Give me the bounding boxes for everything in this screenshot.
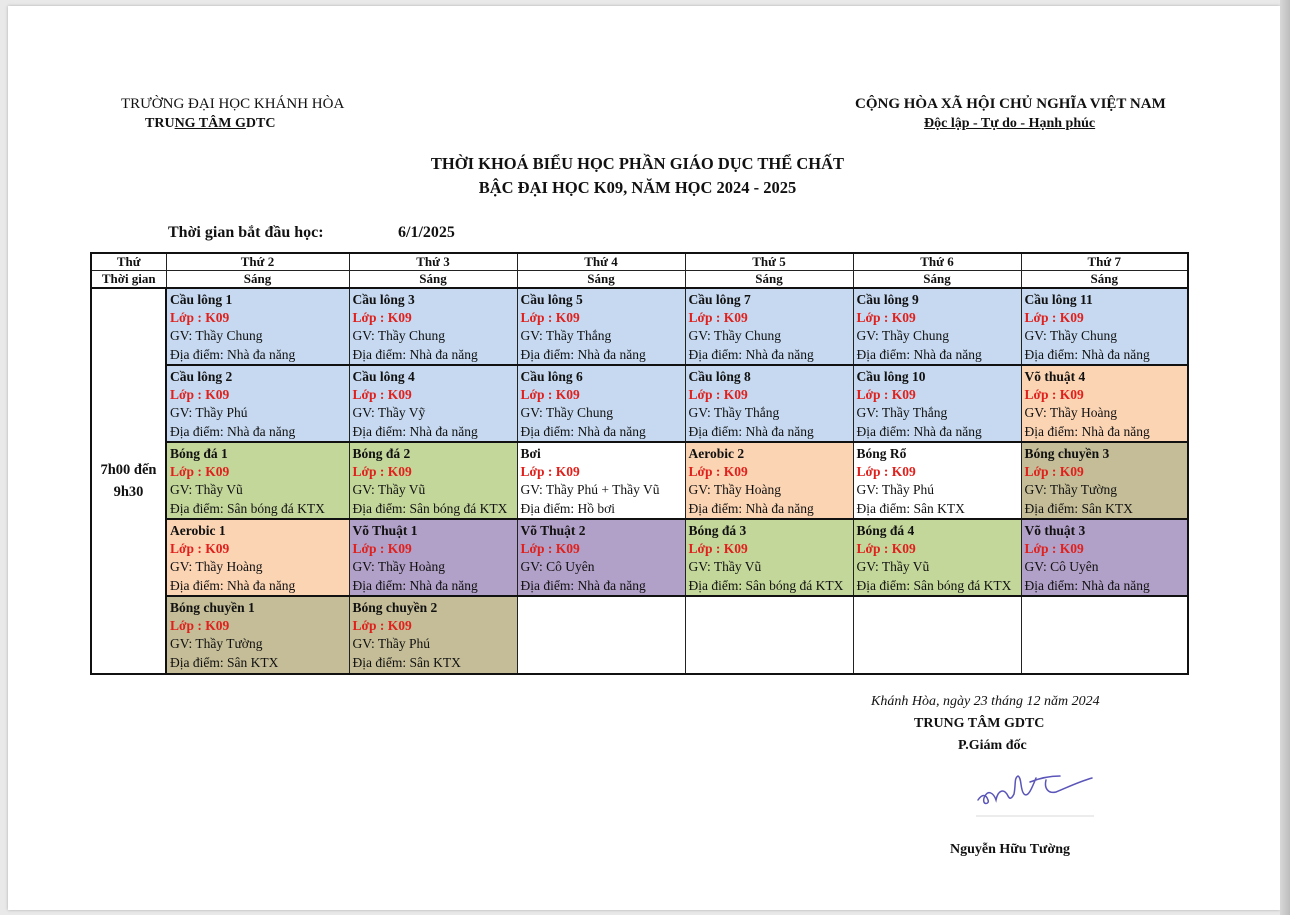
class-cell — [517, 519, 685, 596]
national-header — [855, 96, 1166, 131]
teacher-name: GV: Thầy Thắng — [856, 405, 948, 421]
class-cell — [1021, 442, 1188, 519]
class-name: Cầu lông 6 — [520, 369, 583, 384]
teacher-name: GV: Thầy Chung — [688, 328, 781, 344]
class-name: Võ Thuật 1 — [352, 523, 418, 538]
class-code: Lớp : K09 — [688, 387, 748, 403]
session-header: Sáng — [517, 271, 685, 289]
teacher-name: GV: Thầy Thắng — [688, 405, 780, 421]
class-name: Cầu lông 3 — [352, 292, 415, 307]
class-code: Lớp : K09 — [520, 541, 580, 557]
teacher-name: GV: Thầy Phú — [856, 482, 934, 498]
session-header: Sáng — [349, 271, 517, 289]
class-location: Địa điểm: Nhà đa năng — [520, 423, 646, 439]
teacher-name: GV: Thầy Tường — [1024, 482, 1117, 498]
teacher-name: GV: Thầy Vũ — [352, 482, 426, 498]
class-location: Địa điểm: Nhà đa năng — [352, 577, 478, 593]
class-name: Aerobic 2 — [688, 446, 745, 461]
timetable — [90, 252, 1189, 675]
class-location: Địa điểm: Sân KTX — [352, 654, 461, 670]
class-cell — [1021, 288, 1188, 365]
class-name: Bóng chuyền 2 — [352, 600, 438, 615]
class-cell — [685, 442, 853, 519]
class-code: Lớp : K09 — [1024, 387, 1084, 403]
class-location: Địa điểm: Hồ bơi — [520, 500, 615, 516]
teacher-name: GV: Cô Uyên — [1024, 559, 1099, 575]
class-cell — [517, 288, 685, 365]
class-cell — [349, 288, 517, 365]
class-cell — [349, 442, 517, 519]
class-code: Lớp : K09 — [352, 618, 412, 634]
day-header: Thứ 5 — [685, 253, 853, 271]
teacher-name: GV: Thầy Hoàng — [170, 559, 263, 575]
center-name: TRUNG TÂM GDTC — [145, 116, 276, 131]
time-slot-start: 7h00 đến — [100, 462, 157, 478]
class-location: Địa điểm: Sân bóng đá KTX — [688, 577, 844, 593]
class-name: Cầu lông 2 — [170, 369, 233, 384]
teacher-name: GV: Thầy Vũ — [170, 482, 243, 498]
class-code: Lớp : K09 — [352, 541, 412, 557]
teacher-name: GV: Thầy Phú — [170, 405, 248, 421]
class-location: Địa điểm: Sân KTX — [856, 500, 965, 516]
day-header: Thứ 4 — [517, 253, 685, 271]
time-slot-end: 9h30 — [113, 484, 144, 500]
start-date-label: Thời gian bắt đầu học: — [168, 224, 324, 241]
class-name: Cầu lông 8 — [688, 369, 751, 384]
school-header — [121, 96, 345, 131]
class-location: Địa điểm: Sân KTX — [1024, 500, 1133, 516]
day-header: Thứ 2 — [166, 253, 349, 271]
class-code: Lớp : K09 — [688, 464, 748, 480]
signing-date: Khánh Hòa, ngày 23 tháng 12 năm 2024 — [871, 694, 1100, 709]
class-code: Lớp : K09 — [856, 464, 916, 480]
class-code: Lớp : K09 — [688, 541, 748, 557]
signing-org: TRUNG TÂM GDTC — [914, 716, 1045, 731]
document-subtitle: BẬC ĐẠI HỌC K09, NĂM HỌC 2024 - 2025 — [478, 178, 797, 197]
class-location: Địa điểm: Sân bóng đá KTX — [170, 500, 325, 516]
class-location: Địa điểm: Nhà đa năng — [1024, 577, 1150, 593]
class-name: Cầu lông 11 — [1024, 292, 1093, 307]
class-cell — [166, 596, 349, 674]
class-code: Lớp : K09 — [520, 464, 580, 480]
class-cell — [166, 519, 349, 596]
signature-image — [970, 764, 1100, 824]
session-header: Sáng — [685, 271, 853, 289]
class-cell — [685, 365, 853, 442]
class-code: Lớp : K09 — [170, 464, 230, 480]
class-name: Cầu lông 5 — [520, 292, 583, 307]
teacher-name: GV: Thầy Tường — [170, 636, 263, 652]
class-location: Địa điểm: Nhà đa năng — [1024, 423, 1150, 439]
class-location: Địa điểm: Nhà đa năng — [520, 346, 646, 362]
teacher-name: GV: Thầy Vũ — [688, 559, 762, 575]
class-name: Cầu lông 7 — [688, 292, 751, 307]
national-name: CỘNG HÒA XÃ HỘI CHỦ NGHĨA VIỆT NAM — [855, 96, 1166, 112]
class-name: Bóng chuyền 3 — [1024, 446, 1110, 461]
class-code: Lớp : K09 — [1024, 464, 1084, 480]
class-code: Lớp : K09 — [856, 387, 916, 403]
class-location: Địa điểm: Nhà đa năng — [352, 423, 478, 439]
class-cell — [349, 519, 517, 596]
teacher-name: GV: Thầy Chung — [520, 405, 613, 421]
class-name: Cầu lông 4 — [352, 369, 415, 384]
class-cell — [1021, 519, 1188, 596]
class-location: Địa điểm: Nhà đa năng — [520, 577, 646, 593]
class-name: Bơi — [520, 446, 541, 461]
class-code: Lớp : K09 — [170, 387, 230, 403]
teacher-name: GV: Thầy Hoàng — [352, 559, 445, 575]
class-code: Lớp : K09 — [352, 310, 412, 326]
class-code: Lớp : K09 — [688, 310, 748, 326]
class-name: Cầu lông 9 — [856, 292, 919, 307]
day-header: Thứ 7 — [1021, 253, 1188, 271]
class-code: Lớp : K09 — [170, 310, 230, 326]
signer-role: P.Giám đốc — [958, 738, 1027, 753]
class-location: Địa điểm: Nhà đa năng — [170, 346, 296, 362]
class-cell — [853, 519, 1021, 596]
class-cell — [685, 519, 853, 596]
class-location: Địa điểm: Nhà đa năng — [856, 423, 982, 439]
class-code: Lớp : K09 — [856, 541, 916, 557]
class-location: Địa điểm: Nhà đa năng — [170, 423, 296, 439]
empty-cell — [853, 596, 1021, 674]
teacher-name: GV: Thầy Phú + Thầy Vũ — [520, 482, 660, 498]
teacher-name: GV: Cô Uyên — [520, 559, 595, 575]
empty-cell — [517, 596, 685, 674]
empty-cell — [1021, 596, 1188, 674]
class-cell — [853, 288, 1021, 365]
class-location: Địa điểm: Nhà đa năng — [688, 500, 814, 516]
class-location: Địa điểm: Sân bóng đá KTX — [352, 500, 508, 516]
session-header: Sáng — [1021, 271, 1188, 289]
class-code: Lớp : K09 — [856, 310, 916, 326]
teacher-name: GV: Thầy Thắng — [520, 328, 612, 344]
teacher-name: GV: Thầy Chung — [170, 328, 263, 344]
class-location: Địa điểm: Sân bóng đá KTX — [856, 577, 1012, 593]
class-name: Bóng đá 2 — [352, 446, 411, 461]
class-cell — [349, 365, 517, 442]
teacher-name: GV: Thầy Hoàng — [1024, 405, 1117, 421]
day-header: Thứ 6 — [853, 253, 1021, 271]
class-cell — [166, 288, 349, 365]
class-code: Lớp : K09 — [170, 541, 230, 557]
empty-cell — [685, 596, 853, 674]
class-cell — [517, 365, 685, 442]
class-location: Địa điểm: Nhà đa năng — [856, 346, 982, 362]
class-name: Bóng đá 3 — [688, 523, 747, 538]
time-slot — [91, 288, 166, 674]
class-code: Lớp : K09 — [520, 387, 580, 403]
teacher-name: GV: Thầy Vũ — [856, 559, 930, 575]
class-code: Lớp : K09 — [352, 387, 412, 403]
class-location: Địa điểm: Nhà đa năng — [1024, 346, 1150, 362]
teacher-name: GV: Thầy Chung — [1024, 328, 1117, 344]
class-cell — [349, 596, 517, 674]
class-code: Lớp : K09 — [352, 464, 412, 480]
class-location: Địa điểm: Nhà đa năng — [688, 423, 814, 439]
class-name: Bóng Rổ — [856, 446, 907, 461]
class-cell — [1021, 365, 1188, 442]
class-name: Võ thuật 3 — [1024, 523, 1086, 538]
class-name: Bóng đá 1 — [170, 446, 228, 461]
day-column-header: Thứ — [91, 253, 166, 271]
teacher-name: GV: Thầy Chung — [352, 328, 445, 344]
class-code: Lớp : K09 — [1024, 310, 1084, 326]
class-location: Địa điểm: Nhà đa năng — [170, 577, 296, 593]
class-name: Võ thuật 4 — [1024, 369, 1086, 384]
class-cell — [517, 442, 685, 519]
class-cell — [166, 365, 349, 442]
class-name: Võ Thuật 2 — [520, 523, 586, 538]
time-column-header: Thời gian — [91, 271, 166, 289]
class-name: Cầu lông 10 — [856, 369, 926, 384]
session-header: Sáng — [853, 271, 1021, 289]
signer-name: Nguyễn Hữu Tường — [950, 842, 1070, 857]
teacher-name: GV: Thầy Vỹ — [352, 405, 426, 421]
class-code: Lớp : K09 — [520, 310, 580, 326]
class-cell — [853, 442, 1021, 519]
class-name: Aerobic 1 — [170, 523, 226, 538]
day-header: Thứ 3 — [349, 253, 517, 271]
class-cell — [853, 365, 1021, 442]
start-date-value: 6/1/2025 — [398, 224, 455, 241]
class-cell — [685, 288, 853, 365]
class-name: Bóng đá 4 — [856, 523, 915, 538]
class-location: Địa điểm: Nhà đa năng — [352, 346, 478, 362]
teacher-name: GV: Thầy Hoàng — [688, 482, 781, 498]
class-location: Địa điểm: Sân KTX — [170, 654, 279, 670]
page-edge — [1280, 0, 1290, 915]
class-code: Lớp : K09 — [170, 618, 230, 634]
teacher-name: GV: Thầy Phú — [352, 636, 430, 652]
class-cell — [166, 442, 349, 519]
class-location: Địa điểm: Nhà đa năng — [688, 346, 814, 362]
session-header: Sáng — [166, 271, 349, 289]
national-motto: Độc lập - Tự do - Hạnh phúc — [924, 116, 1096, 131]
document-title: THỜI KHOÁ BIỂU HỌC PHẦN GIÁO DỤC THỂ CHẤT — [430, 154, 845, 173]
teacher-name: GV: Thầy Chung — [856, 328, 949, 344]
class-name: Cầu lông 1 — [170, 292, 233, 307]
school-name: TRƯỜNG ĐẠI HỌC KHÁNH HÒA — [121, 96, 345, 112]
class-code: Lớp : K09 — [1024, 541, 1084, 557]
class-name: Bóng chuyền 1 — [170, 600, 255, 615]
